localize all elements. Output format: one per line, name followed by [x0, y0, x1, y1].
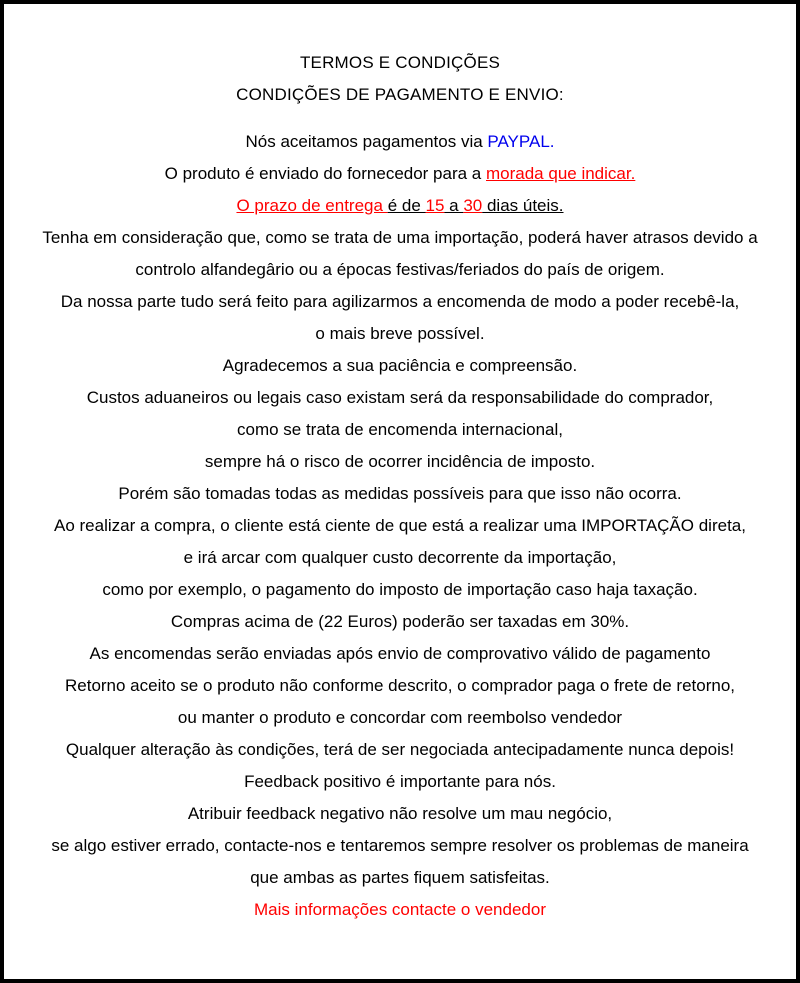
text-segment: ou manter o produto e concordar com reembolso vendedor — [177, 708, 623, 727]
terms-line — [14, 414, 786, 446]
text-segment: Retorno aceito se o produto não conforme descrito, o comprador paga o frete de retorno, — [64, 676, 735, 695]
terms-line — [14, 126, 786, 158]
terms-line — [14, 766, 786, 798]
highlighted-text-segment: Mais informações contacte o vendedor — [254, 900, 546, 919]
text-segment: Tenha em consideração que, como se trata de uma importação, poderá haver atrasos devido a — [42, 228, 758, 247]
text-segment: Da nossa parte tudo será feito para agilizarmos a encomenda de modo a poder recebê-la, — [60, 292, 740, 311]
text-segment: Agradecemos a sua paciência e compreensão. — [222, 356, 578, 375]
terms-title: TERMOS E CONDIÇÕES — [299, 53, 501, 72]
terms-line — [14, 862, 786, 894]
terms-line — [14, 190, 786, 222]
terms-line — [14, 254, 786, 286]
terms-line — [14, 510, 786, 542]
text-segment: Compras acima de (22 Euros) poderão ser taxadas em 30%. — [170, 612, 630, 631]
terms-line — [14, 894, 786, 926]
text-segment: como se trata de encomenda internacional, — [236, 420, 564, 439]
text-segment: a — [444, 196, 464, 215]
text-segment: é de — [387, 196, 426, 215]
highlighted-text-segment: PAYPAL. — [487, 132, 555, 151]
terms-line — [14, 638, 786, 670]
terms-line — [14, 574, 786, 606]
text-segment: Qualquer alteração às condições, terá de ser negociada antecipadamente nunca depois! — [65, 740, 735, 759]
text-segment: se algo estiver errado, contacte-nos e tentaremos sempre resolver os problemas de maneira — [51, 836, 749, 855]
heading-gap — [14, 111, 786, 126]
text-segment: como por exemplo, o pagamento do imposto de importação caso haja taxação. — [102, 580, 698, 599]
text-segment: Ao realizar a compra, o cliente está ciente de que está a realizar uma IMPORTAÇÃO direta, — [54, 516, 746, 535]
text-segment: e irá arcar com qualquer custo decorrente da importação, — [183, 548, 617, 567]
terms-lines — [14, 126, 786, 926]
text-segment: o mais breve possível. — [315, 324, 485, 343]
terms-line — [14, 670, 786, 702]
highlighted-text-segment: 15 — [425, 196, 445, 215]
text-segment: O produto é enviado do fornecedor para a — [164, 164, 486, 183]
text-segment: Nós aceitamos pagamentos via — [245, 132, 488, 151]
terms-subtitle: CONDIÇÕES DE PAGAMENTO E ENVIO: — [236, 85, 564, 104]
text-segment: sempre há o risco de ocorrer incidência de imposto. — [204, 452, 596, 471]
terms-line — [14, 158, 786, 190]
highlighted-text-segment: O prazo de entrega — [236, 196, 388, 215]
terms-line — [14, 798, 786, 830]
text-segment: controlo alfandegârio ou a épocas festivas/feriados do país de origem. — [135, 260, 665, 279]
terms-line — [14, 702, 786, 734]
terms-line — [14, 606, 786, 638]
text-segment: Atribuir feedback negativo não resolve um mau negócio, — [187, 804, 613, 823]
terms-line — [14, 446, 786, 478]
terms-line — [14, 286, 786, 318]
terms-line — [14, 734, 786, 766]
text-segment: dias úteis. — [482, 196, 564, 215]
text-segment: Custos aduaneiros ou legais caso existam será da responsabilidade do comprador, — [86, 388, 714, 407]
terms-line — [14, 830, 786, 862]
text-segment: As encomendas serão enviadas após envio de comprovativo válido de pagamento — [89, 644, 711, 663]
terms-line — [14, 542, 786, 574]
text-segment: que ambas as partes fiquem satisfeitas. — [250, 868, 550, 887]
terms-line — [14, 318, 786, 350]
text-segment: Porém são tomadas todas as medidas possíveis para que isso não ocorra. — [118, 484, 682, 503]
highlighted-text-segment: 30 — [463, 196, 483, 215]
terms-line — [14, 478, 786, 510]
terms-line — [14, 350, 786, 382]
terms-line — [14, 382, 786, 414]
terms-line — [14, 222, 786, 254]
highlighted-text-segment: morada que indicar. — [486, 164, 636, 183]
terms-document — [4, 4, 796, 926]
text-segment: Feedback positivo é importante para nós. — [244, 772, 556, 791]
